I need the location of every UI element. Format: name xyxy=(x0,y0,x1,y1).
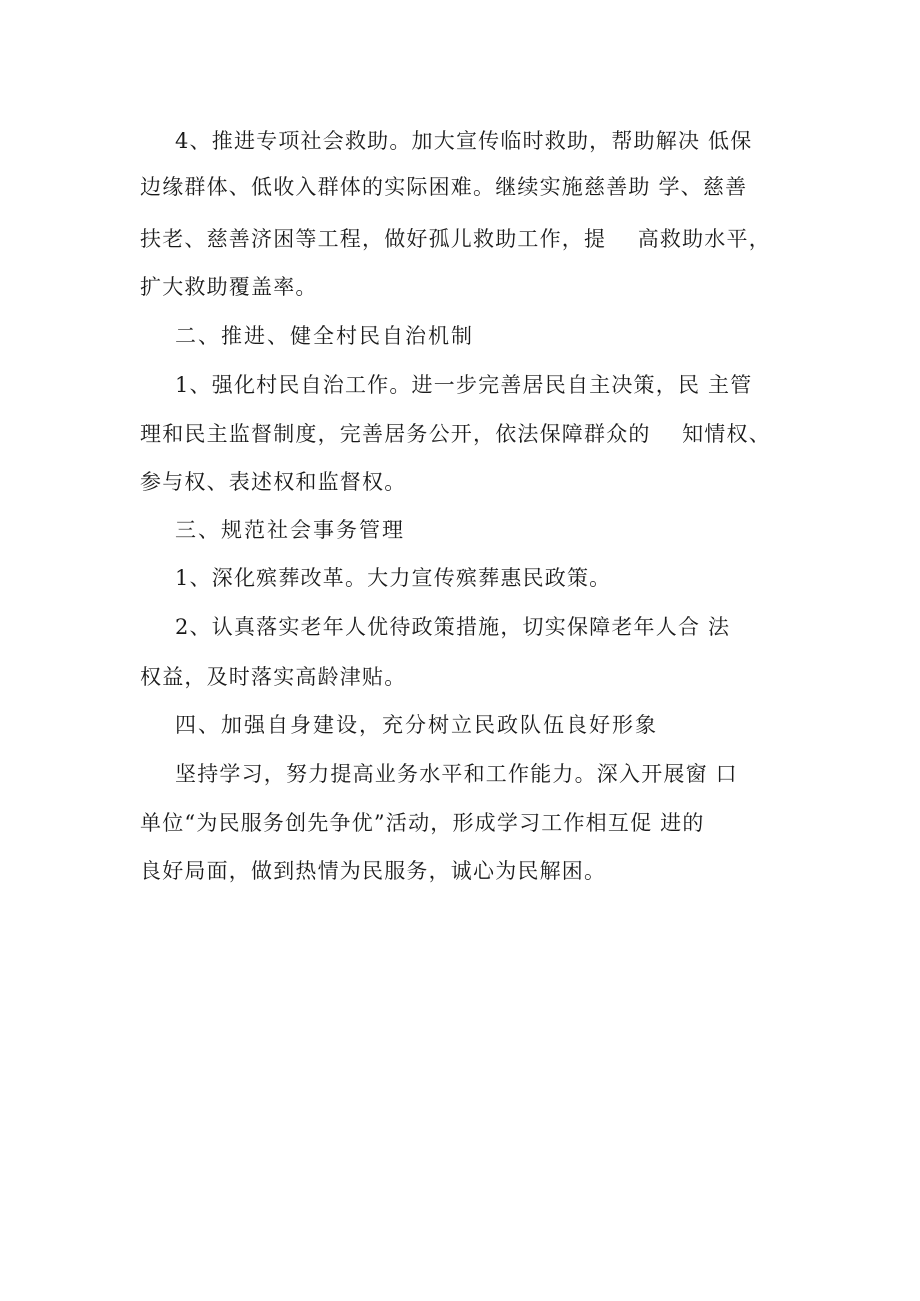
section-2-item-1-line-3: 参与权、表述权和监督权。 xyxy=(140,470,407,494)
section-3-item-2-line-2: 权益，及时落实高龄津贴。 xyxy=(140,665,407,689)
section-2-item-1-line-2: 理和民主监督制度，完善居务公开，依法保障群众的 知情权、 xyxy=(140,422,771,446)
section-heading-2: 二、推进、健全村民自治机制 xyxy=(175,324,474,348)
section-4-paragraph-line-2: 单位“为民服务创先争优”活动，形成学习工作相互促 进的 xyxy=(140,811,705,835)
paragraph-4-line-4: 扩大救助覆盖率。 xyxy=(140,275,318,299)
section-4-paragraph-line-1: 坚持学习，努力提高业务水平和工作能力。深入开展窗 口 xyxy=(175,762,738,786)
paragraph-4-line-3: 扶老、慈善济困等工程，做好孤儿救助工作，提 高救助水平， xyxy=(140,227,771,251)
paragraph-4-line-1: 4、推进专项社会救助。加大宣传临时救助，帮助解决 低保 xyxy=(175,129,753,153)
section-heading-4: 四、加强自身建设，充分树立民政队伍良好形象 xyxy=(175,713,658,737)
section-4-paragraph-line-3: 良好局面，做到热情为民服务，诚心为民解困。 xyxy=(140,859,607,883)
section-3-item-1: 1、深化殡葬改革。大力宣传殡葬惠民政策。 xyxy=(175,566,612,590)
paragraph-4-line-2: 边缘群体、低收入群体的实际困难。继续实施慈善助 学、慈善 xyxy=(140,175,748,199)
section-heading-3: 三、规范社会事务管理 xyxy=(175,518,405,542)
section-2-item-1-line-1: 1、强化村民自治工作。进一步完善居民自主决策，民 主管 xyxy=(175,373,753,397)
section-3-item-2-line-1: 2、认真落实老年人优待政策措施，切实保障老年人合 法 xyxy=(175,615,731,639)
